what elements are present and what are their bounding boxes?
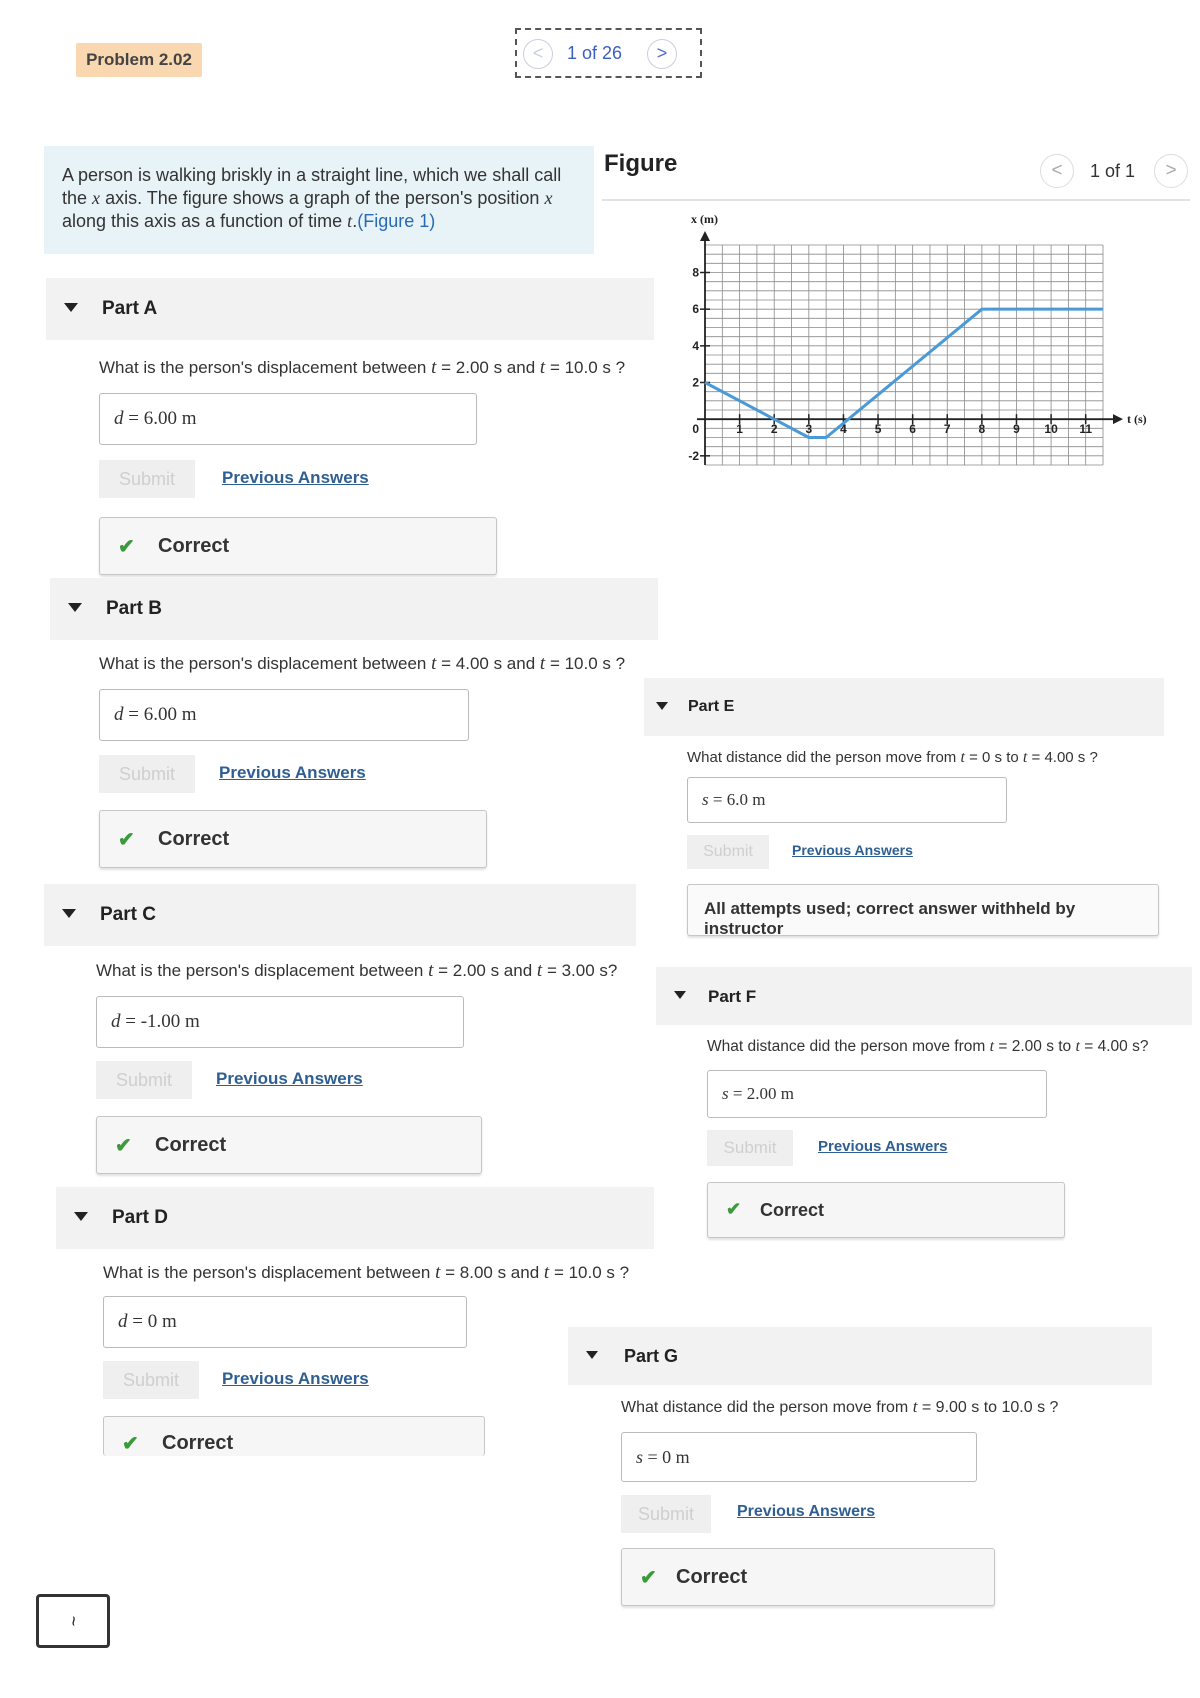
answer-unit: m bbox=[161, 1311, 177, 1332]
part-f-question bbox=[707, 1038, 1148, 1056]
question-text: = 10.0 s ? bbox=[553, 1263, 630, 1282]
check-icon: ✔ bbox=[118, 829, 135, 851]
corner-label: ~ bbox=[62, 1615, 83, 1627]
question-text: = 10.0 s ? bbox=[549, 654, 626, 673]
check-icon: ✔ bbox=[118, 536, 135, 558]
question-var: t bbox=[543, 1262, 550, 1283]
question-text: = 2.00 s and bbox=[441, 358, 536, 377]
x-tick-label: 1 bbox=[736, 422, 743, 437]
part-a-answer-field[interactable]: d = 6.00 m bbox=[99, 393, 477, 445]
intro-var: x bbox=[544, 188, 553, 208]
part-g-correct-banner bbox=[621, 1548, 995, 1606]
chevron-right-icon[interactable]: > bbox=[647, 39, 677, 69]
correct-label: Correct bbox=[162, 1432, 234, 1454]
part-c-correct-banner bbox=[96, 1116, 482, 1174]
part-e-previous-answers-link[interactable]: Previous Answers bbox=[792, 842, 913, 858]
answer-unit: m bbox=[675, 1447, 690, 1467]
answer-var: s bbox=[702, 790, 709, 809]
question-var: t bbox=[1022, 749, 1028, 766]
part-a-previous-answers-link[interactable]: Previous Answers bbox=[222, 468, 369, 487]
y-tick-label: 8 bbox=[692, 265, 699, 280]
answer-var: d bbox=[118, 1311, 128, 1332]
answer-unit: m bbox=[181, 704, 197, 725]
part-b-previous-answers-link[interactable]: Previous Answers bbox=[219, 763, 366, 782]
question-text: = 4.00 s ? bbox=[1031, 749, 1098, 766]
question-var: t bbox=[1075, 1038, 1080, 1055]
figure-link[interactable]: (Figure 1) bbox=[357, 211, 436, 231]
check-icon: ✔ bbox=[640, 1567, 657, 1589]
part-f-previous-answers-link[interactable]: Previous Answers bbox=[818, 1138, 948, 1155]
question-text: = 2.00 s and bbox=[438, 961, 533, 980]
part-a-correct-banner bbox=[99, 517, 497, 575]
question-var: t bbox=[435, 1262, 441, 1283]
answer-var: d bbox=[114, 704, 124, 725]
question-text: = 2.00 s to bbox=[998, 1038, 1072, 1055]
x-tick-label: 10 bbox=[1044, 422, 1058, 437]
question-var: t bbox=[536, 960, 543, 981]
question-text: What is the person's displacement between bbox=[103, 1263, 431, 1282]
part-d-submit-button[interactable]: Submit bbox=[103, 1361, 199, 1399]
answer-value: 0 bbox=[662, 1447, 672, 1467]
correct-label: Correct bbox=[676, 1566, 748, 1588]
question-var: t bbox=[989, 1038, 995, 1055]
x-tick-label: 8 bbox=[978, 422, 986, 437]
part-label: Part A bbox=[102, 298, 158, 319]
question-var: t bbox=[431, 653, 437, 674]
intro-text: along this axis as a function of time bbox=[62, 211, 343, 231]
collapse-triangle-icon[interactable] bbox=[74, 1212, 88, 1221]
intro-text: the bbox=[62, 188, 88, 208]
question-var: t bbox=[539, 357, 546, 378]
position-time-chart bbox=[660, 212, 1147, 475]
y-tick-label: 4 bbox=[692, 338, 699, 353]
x-tick-label: 5 bbox=[874, 422, 882, 437]
check-icon: ✔ bbox=[115, 1135, 132, 1157]
collapse-triangle-icon[interactable] bbox=[68, 603, 82, 612]
part-a-submit-button[interactable]: Submit bbox=[99, 460, 195, 498]
question-text: = 4.00 s? bbox=[1084, 1038, 1149, 1055]
answer-var: d bbox=[111, 1011, 121, 1032]
question-text: What is the person's displacement between bbox=[96, 961, 424, 980]
part-g-answer-field[interactable]: s = 0 m bbox=[621, 1432, 977, 1482]
check-icon: ✔ bbox=[726, 1199, 742, 1219]
correct-label: Correct bbox=[158, 828, 230, 850]
y-tick-label: -2 bbox=[688, 448, 699, 463]
problem-pager bbox=[515, 28, 702, 78]
part-e-question bbox=[687, 749, 1098, 767]
y-axis-arrow bbox=[700, 231, 710, 241]
x-axis-label: t (s) bbox=[1127, 412, 1147, 427]
x-tick-label: 4 bbox=[840, 422, 847, 437]
collapse-triangle-icon[interactable] bbox=[64, 303, 78, 312]
question-var: t bbox=[539, 653, 546, 674]
collapse-triangle-icon[interactable] bbox=[674, 991, 686, 999]
part-d-header[interactable] bbox=[56, 1187, 654, 1249]
correct-label: Correct bbox=[760, 1200, 825, 1220]
figure-pager-text: 1 of 1 bbox=[1090, 161, 1136, 181]
part-f-correct-banner bbox=[707, 1182, 1065, 1238]
x-tick-label: 9 bbox=[1013, 422, 1020, 437]
pager-text: 1 of 26 bbox=[567, 43, 623, 63]
intro-text: axis. The figure shows a graph of the person's position bbox=[105, 188, 540, 208]
part-d-previous-answers-link[interactable]: Previous Answers bbox=[222, 1369, 369, 1388]
question-text: = 10.0 s ? bbox=[549, 358, 626, 377]
question-text: What is the person's displacement between bbox=[99, 654, 427, 673]
question-text: What distance did the person move from bbox=[687, 749, 957, 766]
x-axis-arrow bbox=[1113, 414, 1123, 424]
answer-unit: m bbox=[780, 1084, 794, 1103]
part-g-header[interactable] bbox=[568, 1327, 1152, 1385]
part-e-header[interactable] bbox=[644, 678, 1164, 736]
x-tick-label: 7 bbox=[943, 422, 951, 437]
part-e-status-banner: All attempts used; correct answer withheld by instructor bbox=[687, 884, 1159, 936]
part-b-header[interactable] bbox=[50, 578, 658, 640]
part-c-answer-field[interactable]: d = -1.00 m bbox=[96, 996, 464, 1048]
y-tick-label: 6 bbox=[692, 302, 699, 317]
part-b-answer-field[interactable]: d = 6.00 m bbox=[99, 689, 469, 741]
answer-var: s bbox=[722, 1084, 729, 1103]
part-label: Part C bbox=[100, 904, 156, 925]
intro-var: t bbox=[347, 211, 353, 231]
part-f-answer-field[interactable]: s = 2.00 m bbox=[707, 1070, 1047, 1118]
answer-unit: m bbox=[185, 1011, 200, 1032]
collapse-triangle-icon[interactable] bbox=[62, 909, 76, 918]
question-text: = 3.00 s? bbox=[546, 961, 618, 980]
question-text: = 8.00 s and bbox=[445, 1263, 540, 1282]
part-a-question bbox=[99, 357, 625, 379]
question-var: t bbox=[431, 357, 437, 378]
answer-value: -1.00 bbox=[140, 1011, 181, 1032]
figure-title: Figure bbox=[604, 150, 678, 177]
question-text: What distance did the person move from bbox=[621, 1399, 909, 1416]
chevron-left-icon[interactable]: < bbox=[1040, 154, 1074, 188]
problem-label: Problem 2.02 bbox=[76, 43, 202, 77]
part-c-submit-button[interactable]: Submit bbox=[96, 1061, 192, 1099]
part-label: Part B bbox=[106, 598, 162, 619]
part-f-submit-button[interactable]: Submit bbox=[707, 1130, 793, 1166]
part-e-submit-button[interactable]: Submit bbox=[687, 835, 769, 869]
figure-divider bbox=[602, 199, 1190, 201]
question-text: = 9.00 s to 10.0 s ? bbox=[921, 1399, 1059, 1416]
question-text: What is the person's displacement between bbox=[99, 358, 427, 377]
answer-var: s bbox=[636, 1447, 644, 1467]
answer-unit: m bbox=[752, 790, 766, 809]
answer-value: 6.00 bbox=[143, 704, 177, 725]
question-var: t bbox=[960, 749, 965, 766]
question-var: t bbox=[428, 960, 434, 981]
problem-intro bbox=[44, 146, 594, 254]
intro-line-1: A person is walking briskly in a straight line, which we shall call bbox=[62, 165, 562, 185]
part-label: Part G bbox=[624, 1346, 679, 1366]
part-c-question bbox=[96, 960, 617, 982]
answer-value: 6.00 bbox=[143, 408, 177, 429]
answer-value: 0 bbox=[147, 1311, 158, 1332]
answer-var: d bbox=[114, 408, 124, 429]
chart-grid bbox=[705, 245, 1103, 465]
collapse-triangle-icon[interactable] bbox=[656, 702, 668, 710]
question-text: = 4.00 s and bbox=[441, 654, 536, 673]
part-e-answer-field[interactable]: s = 6.0 m bbox=[687, 777, 1007, 823]
check-icon: ✔ bbox=[122, 1433, 139, 1455]
part-b-correct-banner bbox=[99, 810, 487, 868]
part-g-submit-button[interactable]: Submit bbox=[621, 1495, 711, 1533]
intro-text: . bbox=[352, 211, 358, 231]
part-label: Part E bbox=[688, 698, 735, 715]
answer-value: 6.0 bbox=[726, 790, 748, 809]
answer-value: 2.00 bbox=[746, 1084, 777, 1103]
y-tick-label: 0 bbox=[692, 422, 699, 437]
question-var: t bbox=[912, 1397, 918, 1416]
intro-var: x bbox=[92, 188, 101, 208]
x-tick-label: 3 bbox=[805, 422, 813, 437]
y-axis-label: x (m) bbox=[691, 212, 718, 226]
correct-label: Correct bbox=[158, 535, 230, 557]
part-g-question bbox=[621, 1397, 1058, 1417]
chevron-left-icon[interactable]: < bbox=[523, 39, 553, 69]
part-a-header[interactable] bbox=[46, 278, 654, 340]
answer-unit: m bbox=[181, 408, 197, 429]
part-d-answer-field[interactable]: d = 0 m bbox=[103, 1296, 467, 1348]
y-tick-label: 2 bbox=[692, 375, 699, 390]
chevron-right-icon[interactable]: > bbox=[1154, 154, 1188, 188]
x-tick-label: 2 bbox=[770, 422, 778, 437]
part-label: Part F bbox=[708, 987, 757, 1006]
part-g-previous-answers-link[interactable]: Previous Answers bbox=[737, 1503, 876, 1520]
page-corner-marker bbox=[36, 1594, 110, 1648]
x-tick-label: 11 bbox=[1079, 422, 1093, 437]
part-c-previous-answers-link[interactable]: Previous Answers bbox=[216, 1069, 363, 1088]
part-b-submit-button[interactable]: Submit bbox=[99, 755, 195, 793]
question-text: What distance did the person move from bbox=[707, 1038, 986, 1055]
part-c-header[interactable] bbox=[44, 884, 636, 946]
part-d-correct-banner bbox=[103, 1416, 485, 1456]
x-tick-label: 6 bbox=[909, 422, 916, 437]
collapse-triangle-icon[interactable] bbox=[586, 1351, 598, 1359]
part-f-header[interactable] bbox=[656, 967, 1192, 1025]
part-d-question bbox=[103, 1262, 629, 1284]
part-label: Part D bbox=[112, 1207, 168, 1228]
correct-label: Correct bbox=[155, 1134, 227, 1156]
question-text: = 0 s to bbox=[969, 749, 1019, 766]
figure-pager bbox=[1040, 154, 1190, 188]
part-b-question bbox=[99, 653, 625, 675]
